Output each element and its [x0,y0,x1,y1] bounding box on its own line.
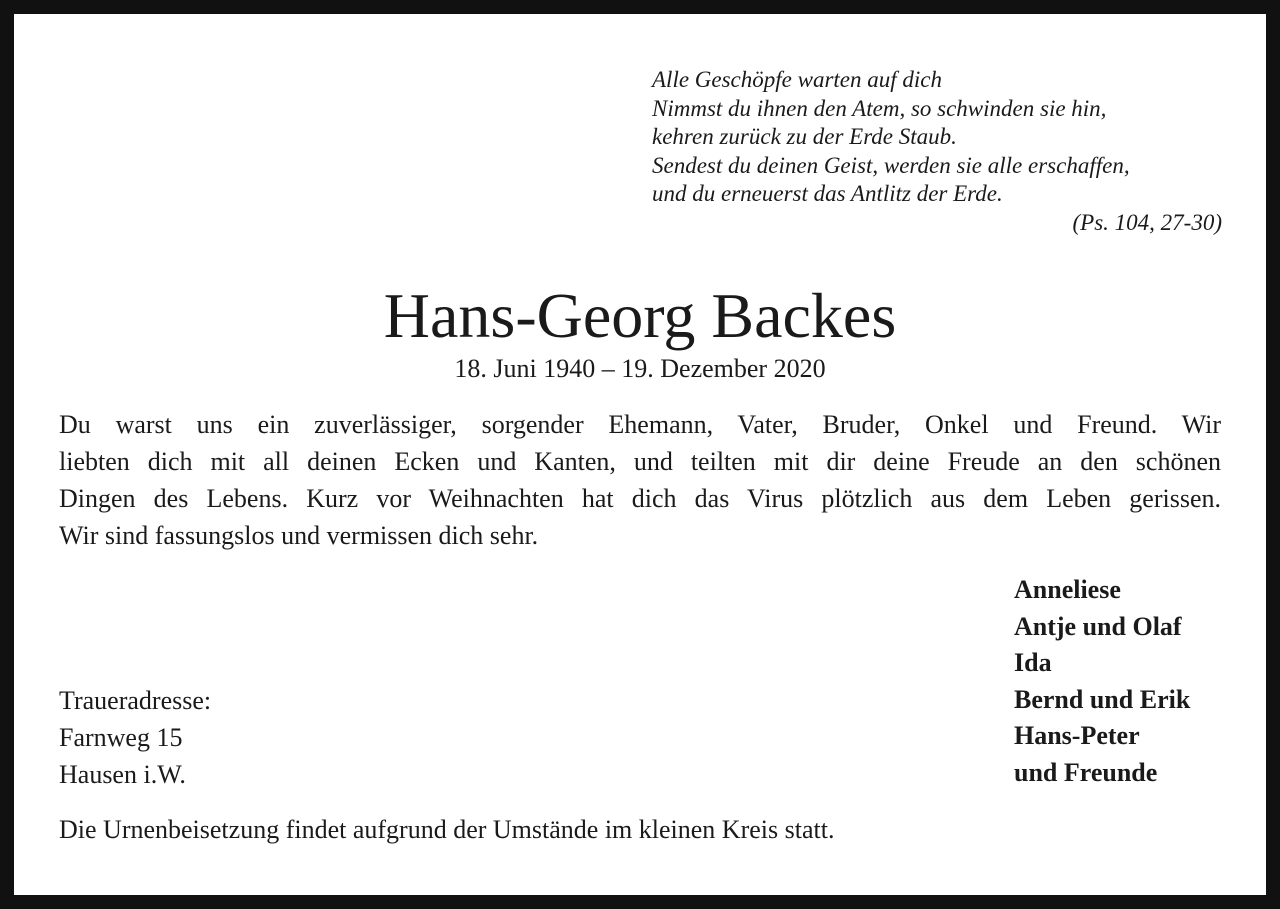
message-line: liebten dich mit all deinen Ecken und Kanten, und teilten mit dir deine Freude an den schönen [59,447,1221,476]
mourning-address [59,682,559,793]
obituary-notice [14,14,1266,895]
life-dates: 18. Juni 1940 – 19. Dezember 2020 [454,354,826,383]
mourner-name: Anneliese [1014,575,1121,604]
mourners-list [1014,572,1244,792]
verse-line: Alle Geschöpfe warten auf dich [652,67,942,92]
burial-note: Die Urnenbeisetzung findet aufgrund der Umstände im kleinen Kreis statt. [59,815,835,844]
mourner-name: Ida [1014,648,1052,678]
verse-line: kehren zurück zu der Erde Staub. [652,124,957,150]
message-line: Du warst uns ein zuverlässiger, sorgender Ehemann, Vater, Bruder, Onkel und Freund. Wir [59,410,1221,439]
mourner-name: Hans-Peter [1014,721,1140,751]
verse-line: und du erneuerst das Antlitz der Erde. [652,181,1003,207]
psalm-verse [652,66,1222,238]
address-city: Hausen i.W. [59,760,186,789]
verse-line: Nimmst du ihnen den Atem, so schwinden sie hin, [652,95,1107,121]
mourner-name: Antje und Olaf [1014,611,1182,641]
message-line: Dingen des Lebens. Kurz vor Weihnachten hat dich das Virus plötzlich aus dem Leben gerissen. [59,484,1221,513]
address-street: Farnweg 15 [59,723,183,752]
mourner-name: und Freunde [1014,757,1158,787]
verse-reference: (Ps. 104, 27-30) [1072,209,1222,235]
address-label: Traueradresse: [59,686,212,715]
deceased-name: Hans-Georg Backes [383,280,897,351]
message-line: Wir sind fassungslos und vermissen dich sehr. [59,521,539,550]
mourner-name: Bernd und Erik [1014,684,1191,714]
verse-line: Sendest du deinen Geist, werden sie alle erschaffen, [652,152,1130,178]
memorial-message [59,406,1221,554]
